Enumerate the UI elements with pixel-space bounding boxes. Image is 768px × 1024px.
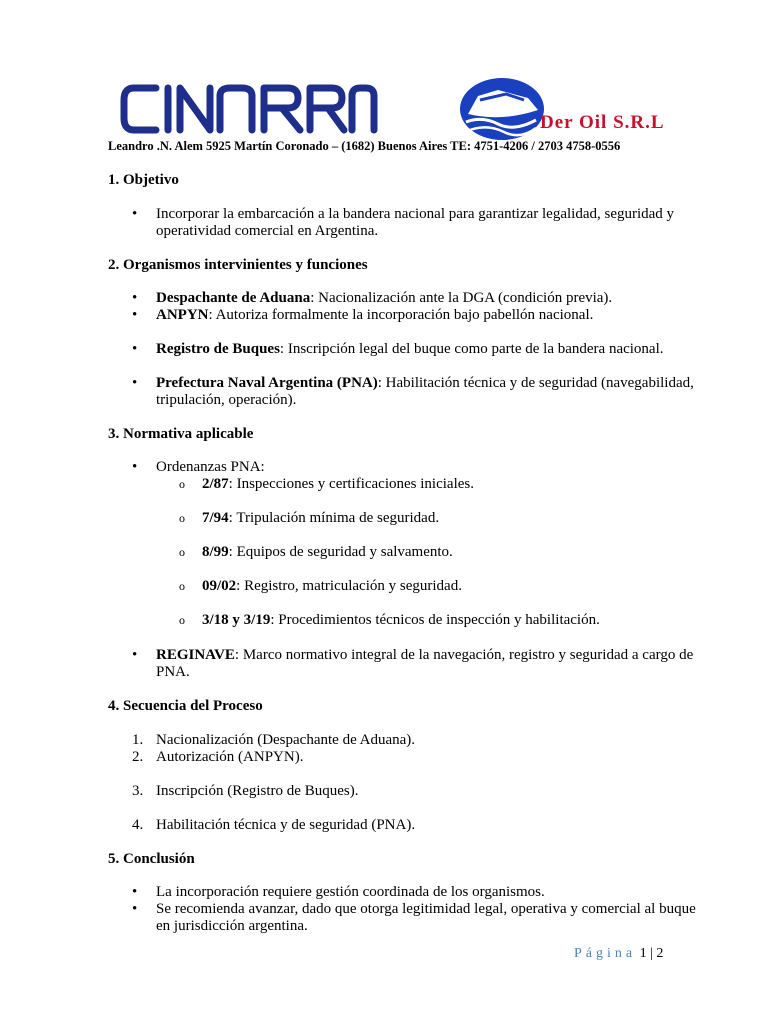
description: : Inspecciones y certificaciones iniciales. [228, 476, 474, 492]
bullet: • [132, 307, 138, 323]
term: Prefectura Naval Argentina (PNA) [156, 375, 378, 391]
description: : Autoriza formalmente la incorporación bajo pabellón nacional. [208, 307, 594, 323]
bullet: • [132, 901, 138, 917]
list-number: 4. [132, 817, 144, 833]
term: 8/99 [202, 544, 229, 560]
bullet: • [132, 459, 138, 475]
list-item [156, 341, 696, 358]
section-5-heading: 5. Conclusión [108, 851, 195, 867]
section-4-heading: 4. Secuencia del Proceso [108, 698, 263, 714]
der-oil-logo [458, 76, 690, 142]
term: 7/94 [202, 510, 229, 526]
sub-item [202, 510, 692, 527]
sub-item [202, 578, 692, 595]
section-2-heading: 2. Organismos intervinientes y funciones [108, 257, 368, 273]
bullet: • [132, 884, 138, 900]
term: 3/18 y 3/19 [202, 612, 271, 628]
term: 09/02 [202, 578, 237, 594]
sub-bullet: o [179, 545, 185, 559]
cinarra-logo [118, 78, 380, 140]
bullet: • [132, 341, 138, 357]
description: : Registro, matriculación y seguridad. [236, 578, 462, 594]
sub-bullet: o [179, 579, 185, 593]
list-number: 2. [132, 749, 144, 765]
term: Registro de Buques [156, 341, 280, 357]
list-item [156, 307, 696, 324]
term: REGINAVE [156, 647, 235, 663]
page-count: 1 | 2 [639, 946, 664, 961]
description: : Marco normativo integral de la navegación, registro y seguridad a cargo de PNA. [156, 647, 694, 680]
section-1-heading: 1. Objetivo [108, 172, 179, 188]
list-item: Incorporar la embarcación a la bandera nacional para garantizar legalidad, seguridad y operatividad comercial en Argentina. [156, 206, 675, 239]
description: : Inscripción legal del buque como parte de la bandera nacional. [279, 341, 664, 357]
company-address: Leandro .N. Alem 5925 Martín Coronado – (1682) Buenos Aires TE: 4751-4206 / 2703 4758-0556 [108, 139, 621, 153]
list-item: Ordenanzas PNA: [156, 459, 265, 475]
bullet: • [132, 647, 138, 663]
list-item: Inscripción (Registro de Buques). [156, 783, 359, 799]
section-3-heading: 3. Normativa aplicable [108, 426, 254, 442]
list-item: Autorización (ANPYN). [156, 749, 304, 765]
der-oil-logo-text: Der Oil S.R.L [540, 112, 665, 133]
bullet: • [132, 206, 138, 222]
bullet: • [132, 290, 138, 306]
description: : Equipos de seguridad y salvamento. [228, 544, 453, 560]
list-item: Se recomienda avanzar, dado que otorga legitimidad legal, operativa y comercial al buque en jurisdicción argentina. [156, 901, 696, 934]
bullet: • [132, 375, 138, 391]
list-item: Habilitación técnica y de seguridad (PNA). [156, 817, 416, 833]
term: ANPYN [156, 307, 209, 323]
description: : Nacionalización ante la DGA (condición previa). [310, 290, 613, 306]
sub-bullet: o [179, 477, 185, 491]
sub-bullet: o [179, 511, 185, 525]
sub-item [202, 612, 692, 629]
term: Despachante de Aduana [156, 290, 311, 306]
page-number [574, 946, 663, 962]
term: 2/87 [202, 476, 229, 492]
list-number: 1. [132, 732, 144, 748]
sub-bullet: o [179, 613, 185, 627]
description: : Procedimientos técnicos de inspección y habilitación. [270, 612, 600, 628]
sub-item [202, 476, 692, 493]
list-item [156, 647, 696, 681]
page-label: Página [574, 946, 637, 961]
sub-item [202, 544, 692, 561]
list-number: 3. [132, 783, 144, 799]
list-item [156, 375, 696, 409]
list-item: La incorporación requiere gestión coordinada de los organismos. [156, 884, 545, 900]
list-item: Nacionalización (Despachante de Aduana). [156, 732, 416, 748]
description: : Tripulación mínima de seguridad. [228, 510, 440, 526]
description: : Habilitación técnica y de seguridad (navegabilidad, tripulación, operación). [156, 375, 694, 408]
list-item [156, 290, 696, 307]
